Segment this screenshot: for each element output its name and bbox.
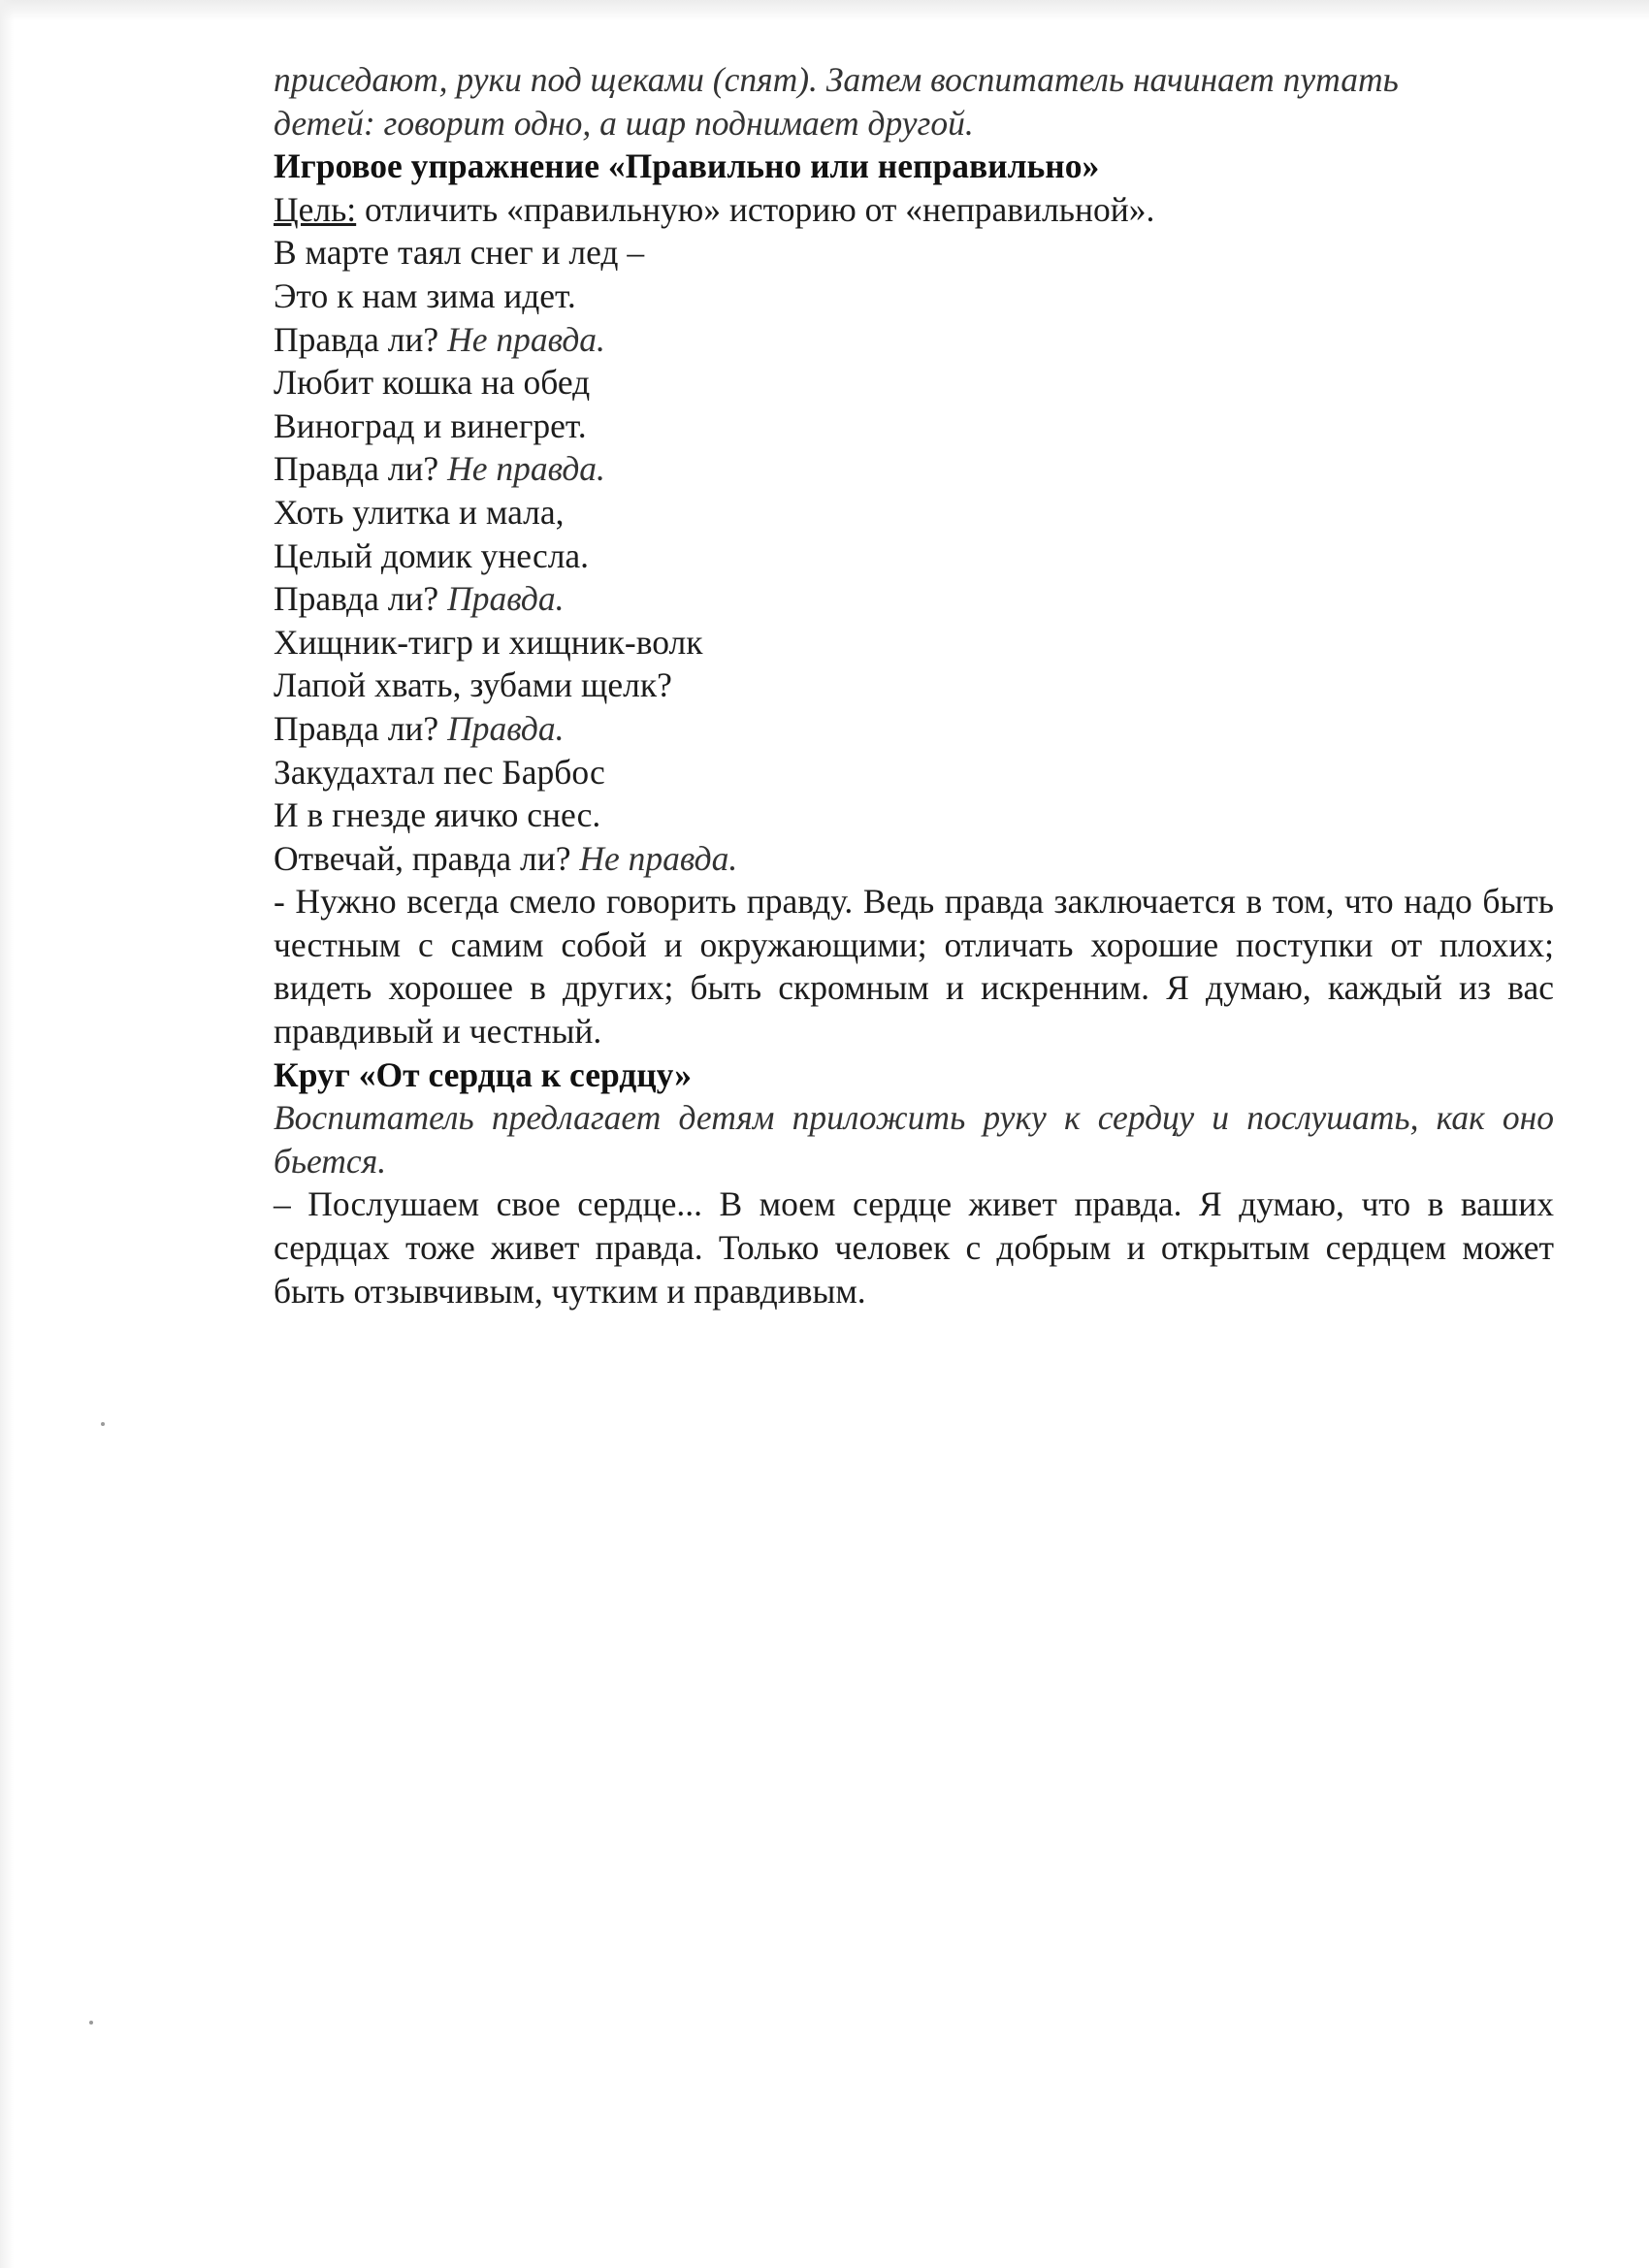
question-line: [274, 318, 1554, 362]
section-heading: Игровое упражнение «Правильно или неправильно»: [274, 146, 1100, 186]
scan-edge-top: [0, 0, 1649, 21]
question-line: [274, 447, 1554, 491]
poem-line: И в гнезде яичко снес.: [274, 795, 601, 835]
scan-speck: [89, 2021, 93, 2025]
question-prefix: Правда ли?: [274, 449, 448, 489]
poem-line: Любит кошка на обед: [274, 363, 591, 403]
poem-line: В марте таял снег и лед –: [274, 233, 645, 273]
poem-line: Хищник-тигр и хищник-волк: [274, 622, 703, 662]
question-line: [274, 837, 1554, 881]
poem-line: Закудахтал пес Барбос: [274, 752, 605, 792]
question-prefix: Отвечай, правда ли?: [274, 838, 580, 878]
question-line: [274, 577, 1554, 621]
poem-line: Целый домик унесла.: [274, 535, 590, 575]
poem-line: Лапой хвать, зубами щелк?: [274, 665, 672, 705]
question-prefix: Правда ли?: [274, 579, 448, 619]
question-answer: Не правда.: [579, 838, 738, 878]
scan-edge-left: [0, 0, 14, 2268]
question-prefix: Правда ли?: [274, 708, 448, 748]
question-answer: Правда.: [447, 708, 565, 748]
heart-paragraph: – Послушаем свое сердце... В моем сердце живет правда. Я думаю, что в ваших сердцах тоже живет правда. Только человек с добрым и открытым сердцем может быть отзывчивым, чутким и правдивым.: [274, 1184, 1554, 1311]
question-answer: Не правда.: [447, 319, 605, 359]
truth-paragraph: - Нужно всегда смело говорить правду. Ведь правда заключается в том, что надо быть честным с самим собой и окружающими; отличать хорошие поступки от плохих; видеть хорошее в других; быть скромным и искренним. Я думаю, каждый из вас правдивый и честный.: [274, 882, 1554, 1052]
goal-text: отличить «правильную» историю от «неправильной».: [356, 189, 1155, 229]
instruction-paragraph: Воспитатель предлагает детям приложить руку к сердцу и послушать, как оно бьется.: [274, 1098, 1554, 1181]
question-answer: Правда.: [447, 579, 565, 619]
question-answer: Не правда.: [447, 449, 605, 489]
goal-label: Цель:: [274, 189, 357, 229]
question-line: [274, 707, 1554, 751]
text-line: детей: говорит одно, а шар поднимает другой.: [274, 103, 974, 143]
document-page: [274, 58, 1554, 1312]
section-heading: Круг «От сердца к сердцу»: [274, 1054, 693, 1094]
poem-line: Это к нам зима идет.: [274, 275, 576, 315]
scan-speck: [101, 1422, 105, 1426]
poem-line: Хоть улитка и мала,: [274, 492, 565, 532]
poem-line: Виноград и винегрет.: [274, 405, 587, 445]
question-prefix: Правда ли?: [274, 319, 448, 359]
text-line: приседают, руки под щеками (спят). Затем воспитатель начинает путать: [274, 60, 1399, 99]
goal-line: [274, 188, 1554, 232]
